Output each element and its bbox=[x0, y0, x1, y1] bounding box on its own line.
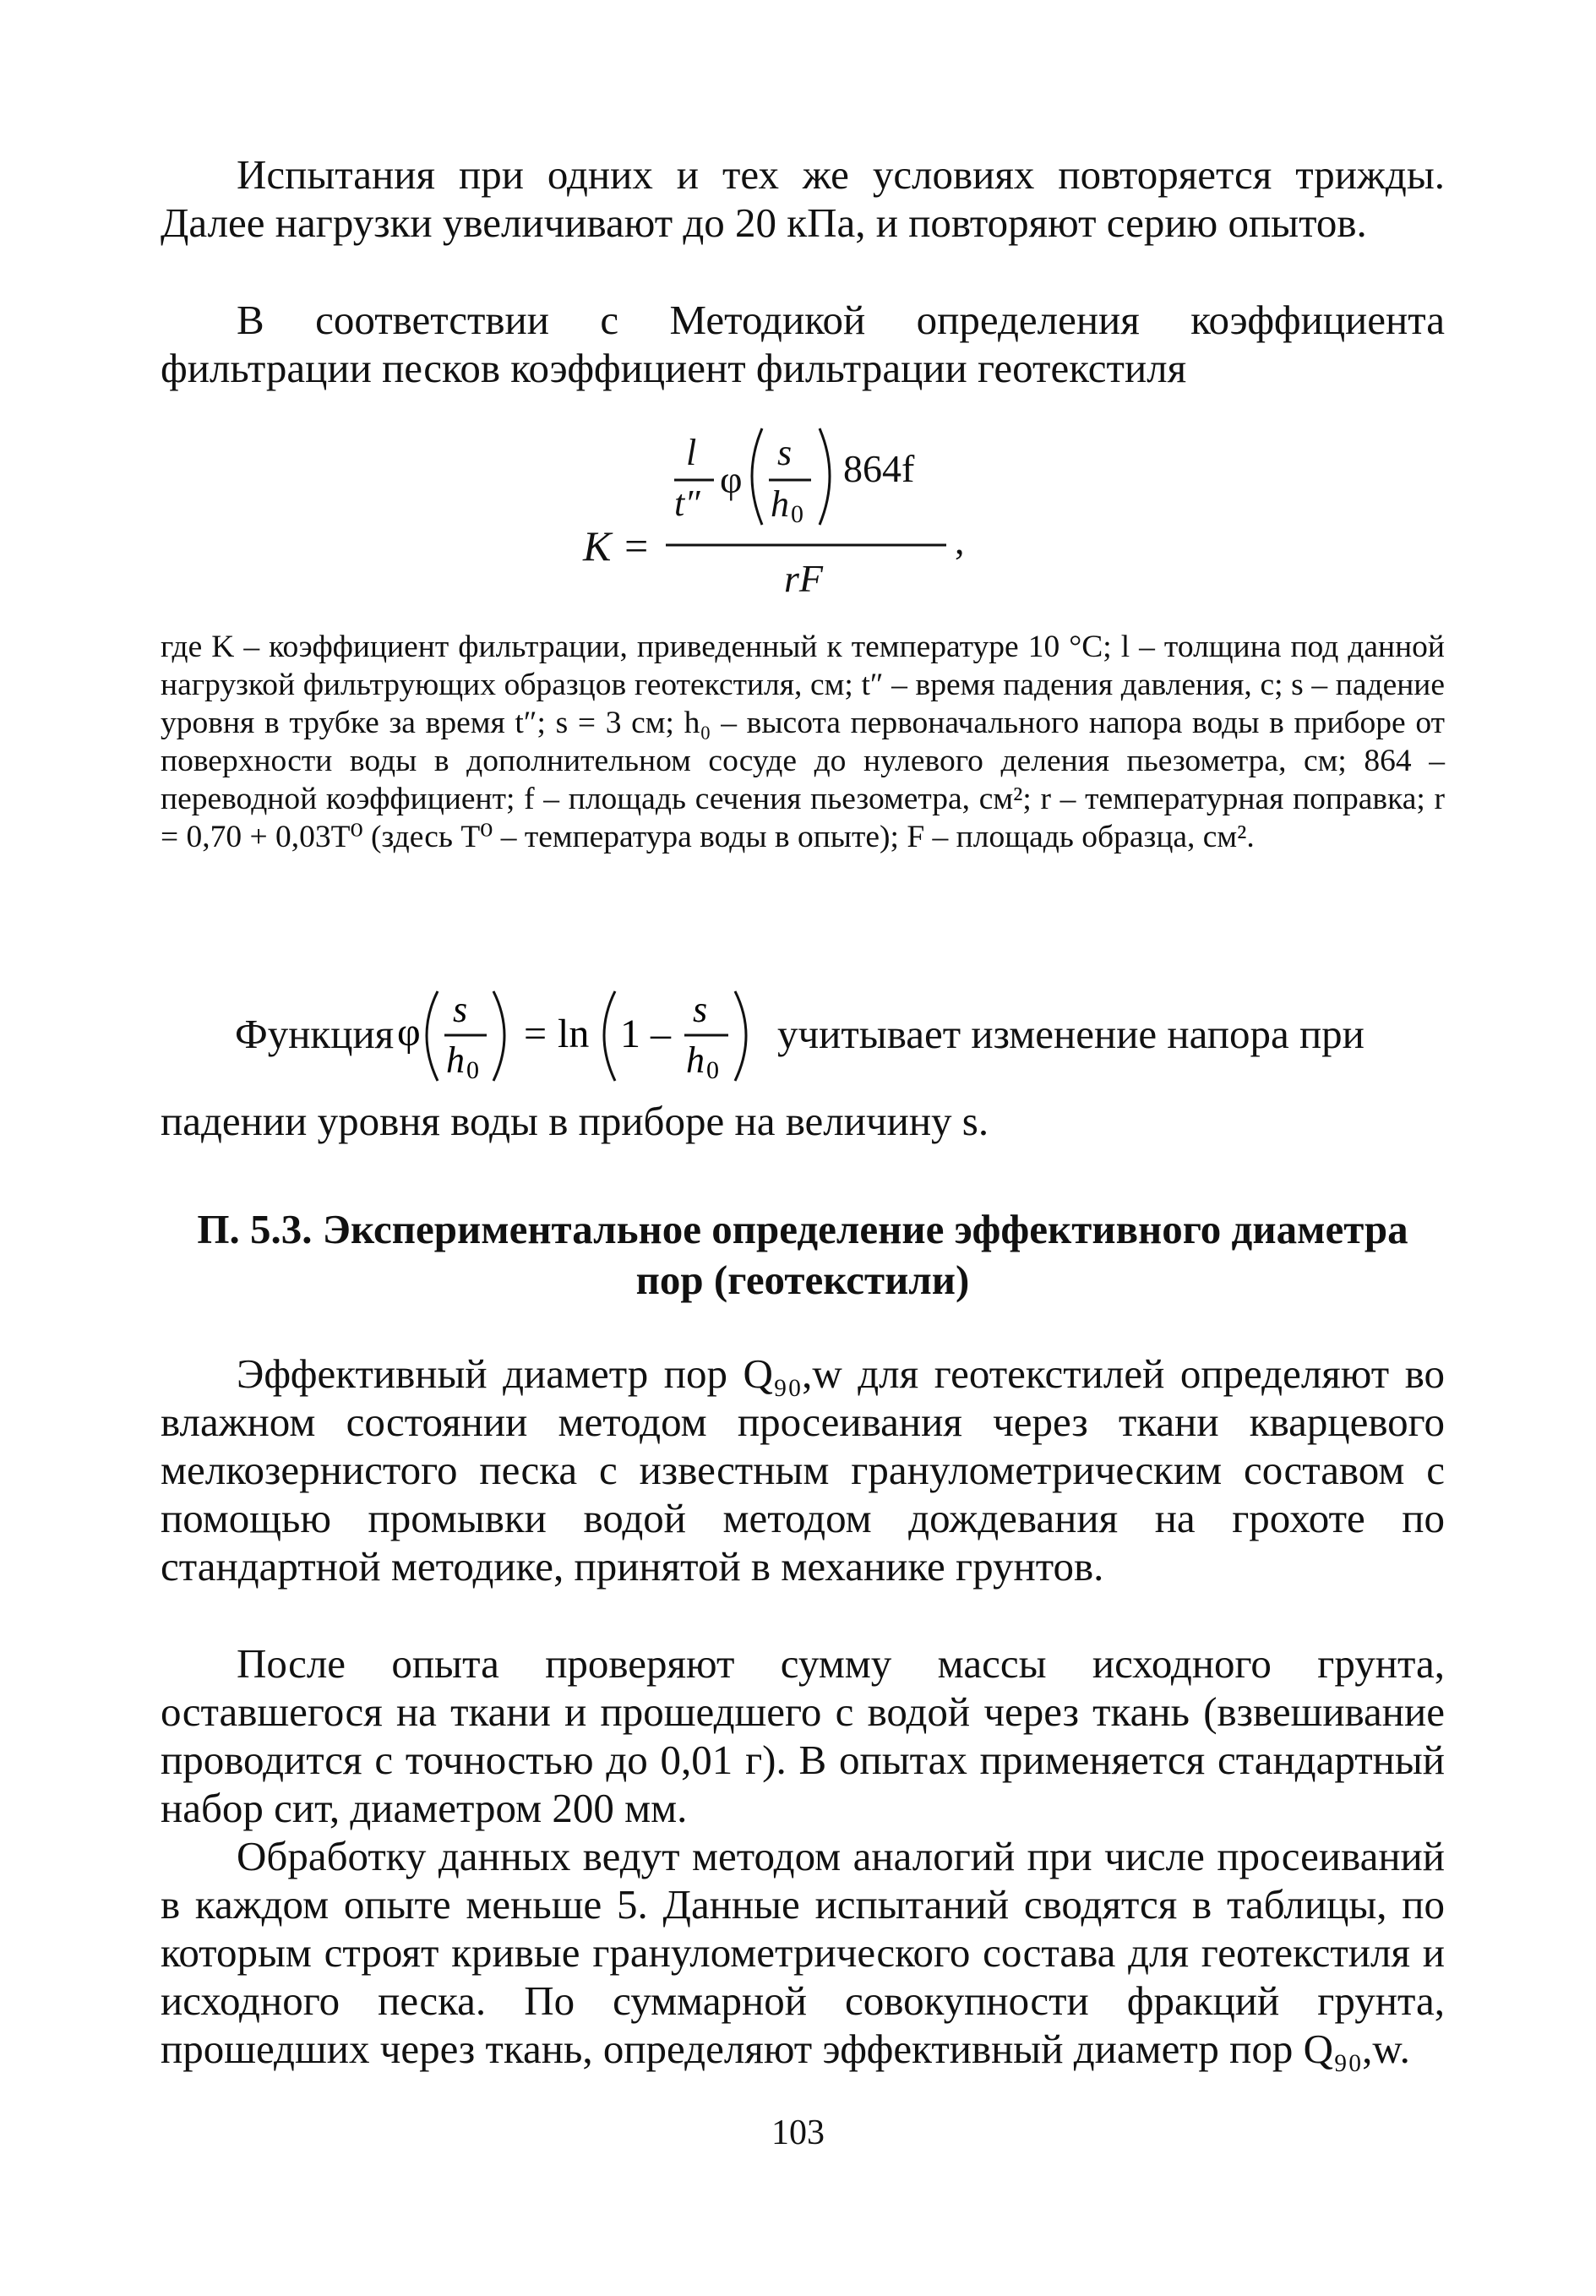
function-paren-2 bbox=[493, 991, 504, 1081]
paragraph-5: После опыта проверяют сумму массы исходного грунта, оставшегося на ткани и прошедшего с водой через ткань (взвешивание проводится с точностью до 0,01 г). В опытах применяется стандартный набор сит, диаметром 200 мм. bbox=[161, 1640, 1445, 1831]
formula-k-denominator: rF bbox=[784, 557, 823, 600]
function-paren-4 bbox=[735, 991, 746, 1081]
function-h-2: h bbox=[686, 1039, 705, 1081]
function-s-2: s bbox=[693, 989, 708, 1030]
formula-k-s: s bbox=[777, 432, 793, 473]
function-h-sub-2: 0 bbox=[706, 1056, 719, 1084]
section-heading: П. 5.3. Экспериментальное определение эффективного диаметра пор (геотекстили) bbox=[197, 1206, 1408, 1303]
function-paren-3 bbox=[604, 991, 615, 1081]
function-ln: ln bbox=[558, 1012, 590, 1056]
function-formula bbox=[397, 984, 769, 1086]
formula-k-t: t″ bbox=[674, 483, 700, 524]
paragraph-1: Испытания при одних и тех же условиях повторяется трижды. Далее нагрузки увеличивают до 20 кПа, и повторяют серию опытов. bbox=[161, 151, 1445, 246]
formula-k bbox=[575, 410, 1014, 608]
page-number: 103 bbox=[771, 2113, 825, 2152]
function-h-1: h bbox=[446, 1039, 465, 1081]
function-line bbox=[161, 984, 1445, 1086]
function-s-1: s bbox=[453, 989, 468, 1030]
formula-k-lhs: K = bbox=[583, 522, 651, 570]
formula-legend: где K – коэффициент фильтрации, приведенный к температуре 10 °С; l – толщина под данной нагрузкой фильтрующих образцов геотекстиля, см; t″ – время падения давления, с; s – падение уровня в трубке за время t″; s = 3 см; h₀ – высота первоначального напора воды в приборе от поверхности воды в дополнительном сосуде до нулевого деления пьезометра, см; 864 – переводной коэффициент; f – площадь сечения пьезометра, см²; r – температурная поправка; r = 0,70 + 0,03T⁰ (здесь T⁰ – температура воды в опыте); F – площадь образца, см². bbox=[161, 630, 1445, 854]
function-prefix: Функция bbox=[235, 1011, 395, 1057]
formula-k-phi: φ bbox=[720, 458, 743, 501]
function-suffix: учитывает изменение напора при bbox=[777, 1011, 1364, 1057]
formula-k-h-sub: 0 bbox=[791, 500, 803, 528]
formula-k-left-paren bbox=[752, 428, 762, 525]
formula-k-l: l bbox=[686, 432, 697, 473]
function-one-minus: 1 – bbox=[620, 1012, 671, 1056]
function-phi: φ bbox=[397, 1010, 421, 1055]
function-h-sub-1: 0 bbox=[466, 1056, 479, 1084]
paragraph-6: Обработку данных ведут методом аналогий при числе просеиваний в каждом опыте меньше 5. Данные испытаний сводятся в таблицы, по которым строят кривые гранулометрического состава для геотекстиля и исходного песка. По суммарной совокупности фракций грунта, прошедших через ткань, определяют эффективный диаметр пор Q₉₀,w. bbox=[161, 1833, 1445, 2072]
paragraph-4: Эффективный диаметр пор Q₉₀,w для геотекстилей определяют во влажном состоянии методом просеивания через ткани кварцевого мелкозернистого песка с известным гранулометрическим составом с помощью промывки водой методом дождевания на грохоте по стандартной методике, принятой в механике грунтов. bbox=[161, 1350, 1445, 1590]
formula-k-comma: , bbox=[955, 519, 965, 562]
paragraph-2: В соответствии с Методикой определения коэффициента фильтрации песков коэффициент фильтрации геотекстиля bbox=[161, 297, 1445, 391]
function-eq: = bbox=[524, 1012, 547, 1056]
formula-k-h: h bbox=[771, 483, 789, 525]
paragraph-3: падении уровня воды в приборе на величину s. bbox=[161, 1098, 989, 1144]
function-paren-1 bbox=[427, 991, 438, 1081]
formula-k-right-paren bbox=[820, 428, 830, 525]
formula-k-const: 864f bbox=[843, 447, 915, 490]
